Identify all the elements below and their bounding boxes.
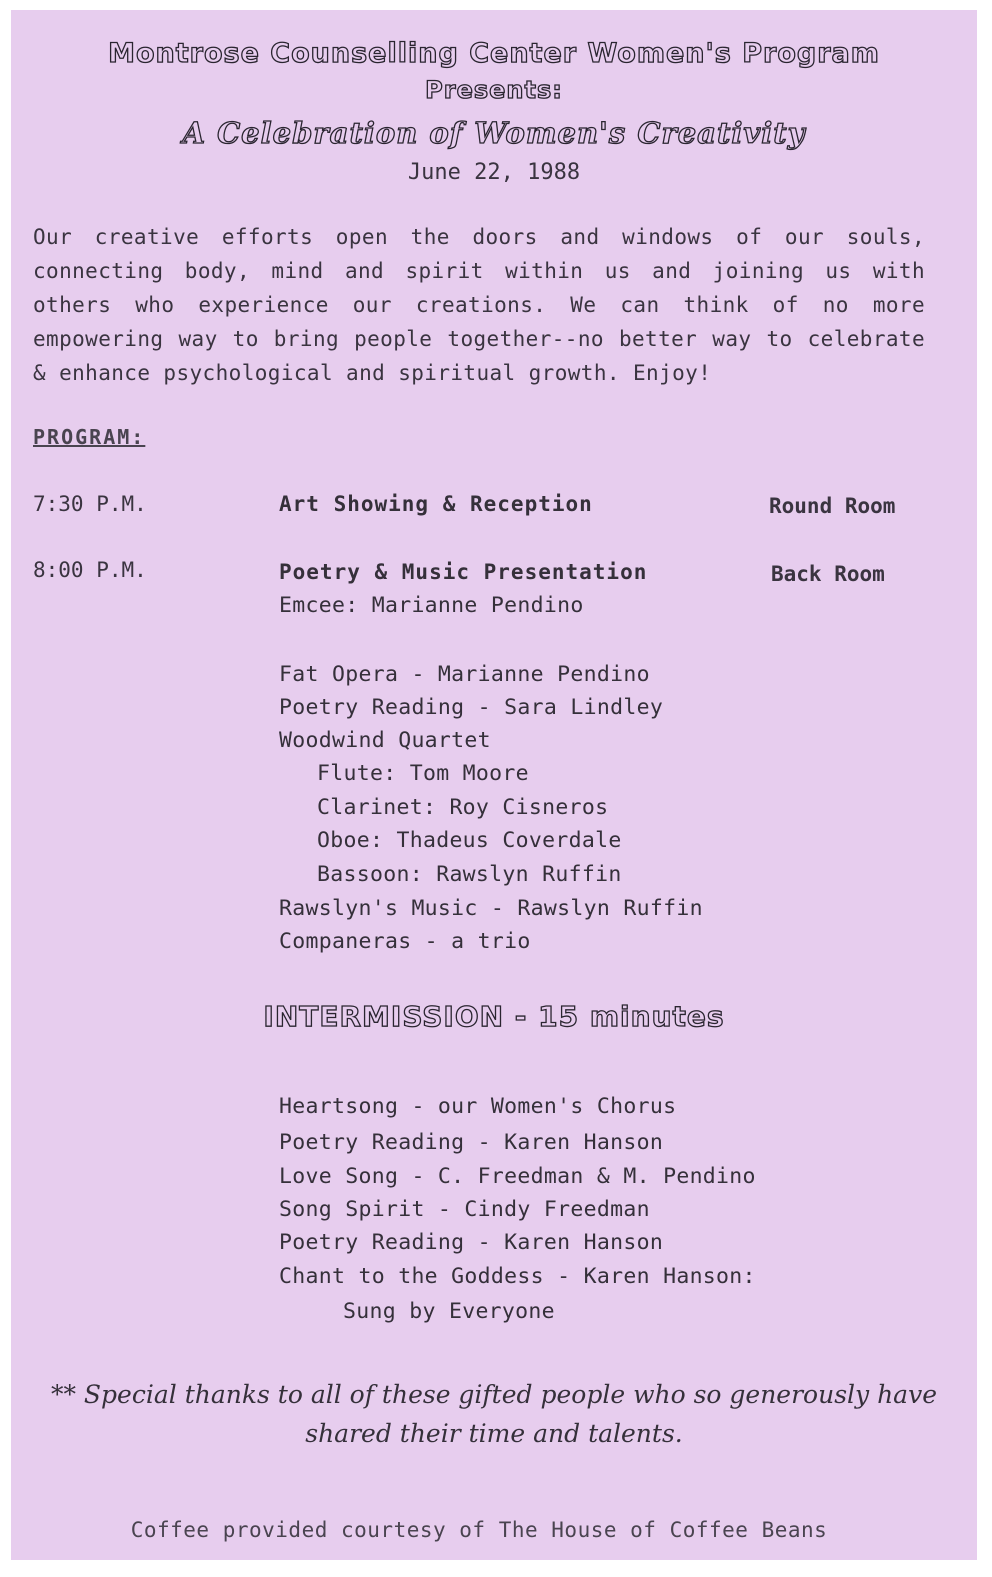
list-item: Bassoon: Rawslyn Ruffin — [317, 862, 622, 887]
presents-line: Presents: — [425, 76, 563, 104]
list-item: Poetry Reading - Karen Hanson — [279, 1230, 664, 1255]
list-item: Song Spirit - Cindy Freedman — [279, 1197, 650, 1222]
event-title: A Celebration of Women's Creativity — [182, 116, 806, 150]
room-2: Back Room — [771, 562, 885, 586]
footer-credit: Coffee provided courtesy of The House of Coffee Beans — [130, 1518, 828, 1542]
intro-paragraph: Our creative efforts open the doors and windows of our souls, connecting body, mind and spirit within us and joining us with others who experience our creations. We can think of no more empowering way to bring people together--no better way to celebrate & enhance psychological and spiritual growth. Enjoy! — [33, 225, 925, 385]
organization-title: Montrose Counselling Center Women's Program — [108, 38, 880, 69]
list-item: Poetry Reading - Sara Lindley — [279, 695, 664, 720]
special-thanks: ** Special thanks to all of these gifted people who so generously have shared their time and talents. — [50, 1380, 938, 1448]
list-item: Oboe: Thadeus Coverdale — [317, 828, 622, 853]
list-item: Fat Opera - Marianne Pendino — [279, 662, 650, 687]
event-2: Poetry & Music Presentation — [279, 560, 648, 584]
list-item: Sung by Everyone — [343, 1299, 555, 1324]
list-item: Flute: Tom Moore — [317, 761, 529, 786]
program-sheet — [11, 10, 977, 1560]
room-1: Round Room — [769, 494, 896, 518]
time-1: 7:30 P.M. — [33, 492, 147, 516]
list-item: Clarinet: Roy Cisneros — [317, 795, 609, 820]
emcee-line: Emcee: Marianne Pendino — [279, 593, 584, 618]
list-item: Rawslyn's Music - Rawslyn Ruffin — [279, 896, 703, 921]
event-1: Art Showing & Reception — [279, 492, 593, 516]
program-heading: PROGRAM: — [33, 425, 146, 449]
list-item: Poetry Reading - Karen Hanson — [279, 1130, 664, 1155]
list-item: Love Song - C. Freedman & M. Pendino — [279, 1164, 756, 1189]
list-item: Companeras - a trio — [279, 929, 531, 954]
list-item: Woodwind Quartet — [279, 728, 491, 753]
intermission-banner: INTERMISSION - 15 minutes — [263, 1000, 725, 1033]
time-2: 8:00 P.M. — [33, 558, 147, 582]
list-item: Heartsong - our Women's Chorus — [279, 1094, 677, 1119]
event-date: June 22, 1988 — [407, 160, 581, 185]
list-item: Chant to the Goddess - Karen Hanson: — [279, 1264, 756, 1289]
